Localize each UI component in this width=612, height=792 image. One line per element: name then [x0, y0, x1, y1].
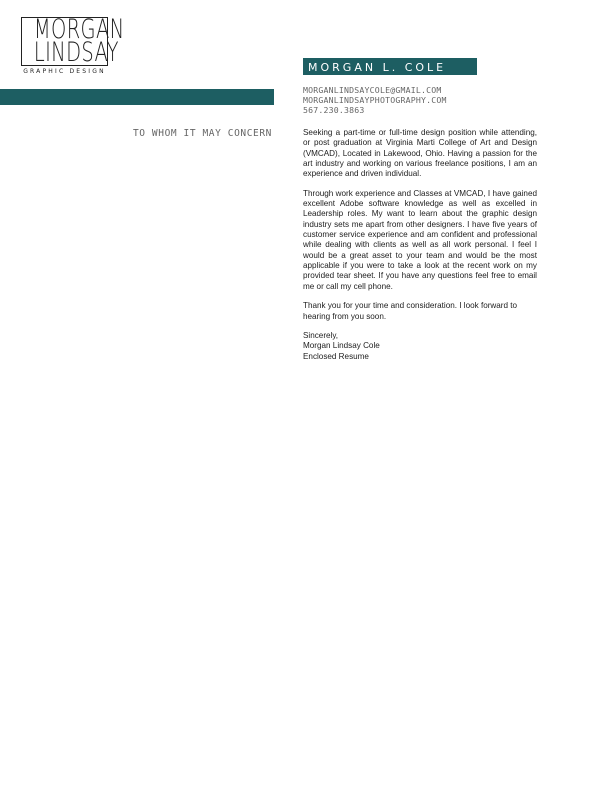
enclosure: Enclosed Resume — [303, 351, 369, 361]
paragraph-intro: Seeking a part-time or full-time design position while attending, or post graduation at Virginia Marti College of Art and Design (VMCAD), Located in Lakewood, Ohio. Having a passion for the art industry and working on various freelance positions, I am an experience and driven individual. — [303, 128, 537, 179]
signoff — [303, 331, 537, 362]
logo-line-morgan: MORGAN — [33, 14, 125, 45]
paragraph-thanks: Thank you for your time and consideration. I look forward to hearing from you soon. — [303, 301, 518, 321]
phone-number: 567.230.3863 — [303, 105, 365, 115]
website-address[interactable]: MORGANLINDSAYPHOTOGRAPHY.COM — [303, 95, 447, 105]
logo — [21, 14, 125, 68]
letter-body — [303, 128, 537, 362]
name-bar — [303, 58, 477, 75]
paragraph-experience: Through work experience and Classes at VMCAD, I have gained excellent Adobe software knowledge as well as excelled in Leadership roles. My want to learn about the graphic design industry sets me apart from other designers. I have five years of customer service experience and am confident and professional while dealing with clients as well as all work personal. I feel I would be a great asset to your team and would be the most applicable if you were to take a look at the recent work on my provided tear sheet. If you have any questions feel free to email me or call my cell phone. — [303, 188, 537, 291]
closing: Sincerely, — [303, 330, 339, 340]
email-address[interactable]: MORGANLINDSAYCOLE@GMAIL.COM — [303, 85, 442, 95]
signature: Morgan Lindsay Cole — [303, 341, 380, 351]
logo-line-lindsay: LINDSAY — [33, 37, 119, 68]
logo-tagline: GRAPHIC DESIGN — [23, 68, 106, 75]
accent-band — [0, 89, 274, 105]
sender-name: MORGAN L. COLE — [308, 61, 447, 74]
contact-info — [303, 85, 447, 115]
salutation: TO WHOM IT MAY CONCERN — [132, 128, 272, 139]
